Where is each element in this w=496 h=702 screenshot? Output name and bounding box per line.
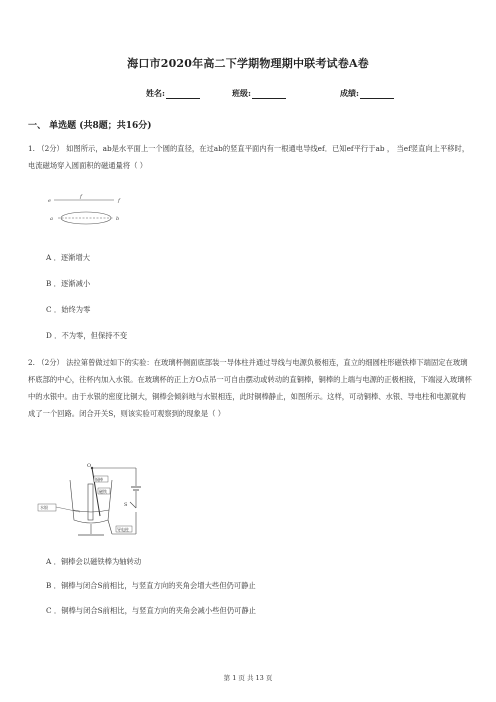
- q1-option-b: B ．逐渐减小: [46, 279, 91, 288]
- question-1-figure: [46, 192, 126, 232]
- q1-option-d: D ．不为零，但保持不变: [46, 331, 128, 340]
- label-s: S: [124, 502, 128, 508]
- label-copper: 铜棒: [95, 477, 103, 482]
- name-label: 姓名:: [146, 88, 165, 98]
- label-a: a: [50, 216, 53, 222]
- question-1-stem: 1. （2分） 如图所示，ab是水平面上一个圆的直径，在过ab的竖直平面内有一根通电导线ef．已知ef平行于ab ， 当ef竖直向上平移时，电流磁场穿入圆面积的磁通量将（ ）: [28, 144, 470, 170]
- name-field: [146, 88, 200, 99]
- q2-option-c: C ．铜棒与闭合S前相比，与竖直方向的夹角会减小些但仍可静止: [46, 606, 256, 615]
- label-magnet: 磁铁: [99, 489, 107, 494]
- label-f-top: f: [80, 194, 82, 200]
- class-label: 班级:: [232, 88, 251, 98]
- label-mercury: 水银: [40, 505, 48, 510]
- page-footer: 第 1 页 共 13 页: [223, 674, 273, 682]
- exam-title: 海口市2020年高二下学期物理期中联考试卷A卷: [127, 57, 369, 70]
- label-conductor: 导电柱: [117, 527, 129, 532]
- label-e: e: [48, 198, 51, 204]
- magnet-rod: [88, 484, 93, 520]
- conductor-post: [108, 520, 112, 534]
- name-blank: [166, 90, 200, 99]
- question-2-stem: 2. （2分） 法拉第曾做过如下的实验：在玻璃杯侧面底部装一导体柱并通过导线与电源负极相连，直立的细圆柱形磁铁棒下端固定在玻璃杯底部的中心，往杯内加入水银。在玻璃杯的正上方O点吊一可自由摆动或转动的直铜棒，铜棒的上端与电源的正极相接，下端浸入玻璃杯中的水银中。由于水银的密度比铜大，铜棒会倾斜地与水银相连，此时铜棒静止，如图所示。这样，可动铜棒、水银、导电柱和电源就构成了一个回路。闭合开关S，则该实验可观察到的现象是（ ）: [28, 358, 472, 418]
- class-blank: [252, 90, 286, 99]
- section-heading: 一、 单选题 (共8题；共16分): [28, 121, 152, 131]
- score-label: 成绩:: [340, 88, 359, 98]
- label-b: b: [116, 216, 120, 222]
- label-f-right: f: [118, 198, 120, 204]
- label-o: O: [87, 463, 92, 469]
- q1-option-a: A ．逐渐增大: [46, 253, 91, 262]
- question-2-figure: [36, 462, 146, 542]
- q2-option-a: A ．铜棒会以磁铁棒为轴转动: [46, 557, 142, 566]
- switch-s: [130, 502, 136, 508]
- class-field: [232, 88, 286, 99]
- score-blank: [360, 90, 394, 99]
- score-field: [340, 88, 394, 99]
- q2-option-b: B ．铜棒与闭合S前相比，与竖直方向的夹角会增大些但仍可静止: [46, 581, 256, 590]
- q1-option-c: C ．始终为零: [46, 305, 91, 314]
